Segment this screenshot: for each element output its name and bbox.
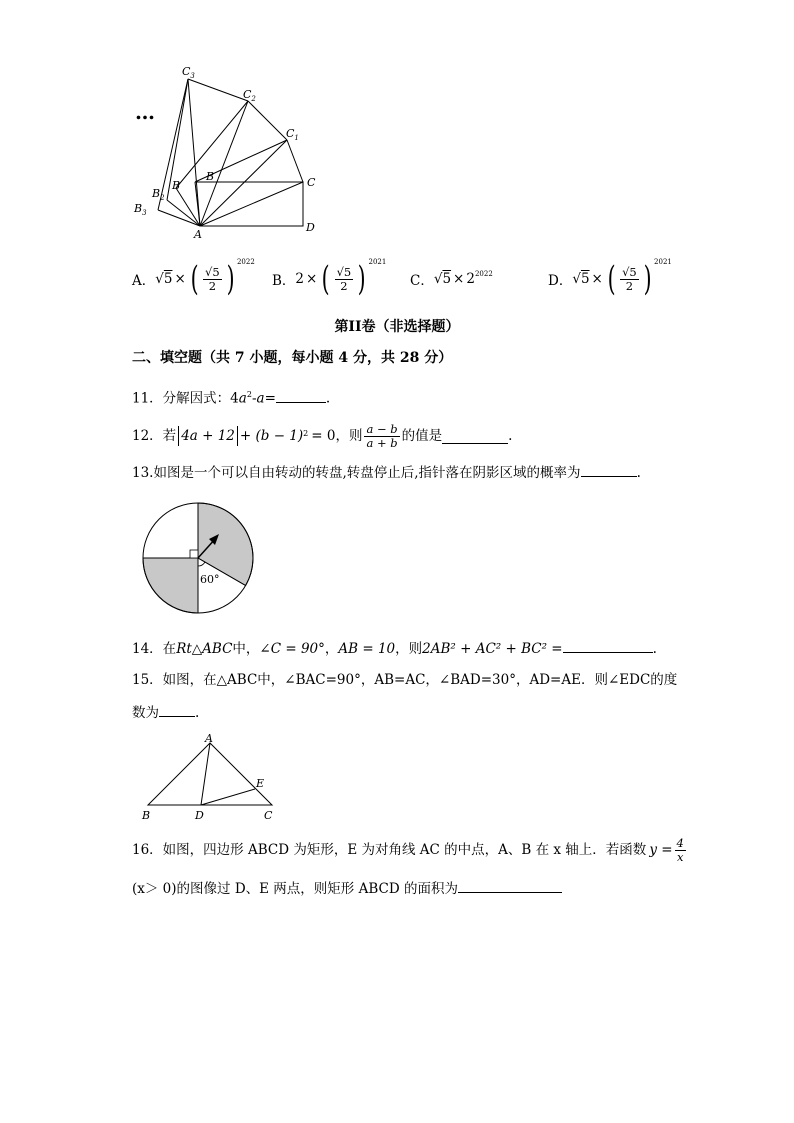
fraction: $\frac{√5}{2}$ (205, 264, 220, 293)
question-16-line2: (x＞ 0)的图像过 D、E 两点，则矩形 ABCD 的面积为 (132, 878, 562, 899)
spiral-diagram (130, 60, 330, 240)
sqrt-symbol: √ (155, 271, 164, 287)
label-C: C (264, 809, 273, 822)
question-15-line2: 数为 . (132, 702, 199, 723)
label-C2: $C_2$ (243, 88, 256, 103)
part-title: 二、填空题（共 7 小题，每小题 4 分，共 28 分） (132, 350, 453, 366)
answer-blank[interactable] (276, 388, 326, 403)
abs-value: 4a + 12 (178, 426, 238, 446)
question-14: 14．在Rt△ABC中，∠C = 90°，AB = 10，则2AB² + AC² + BC² = . (132, 638, 657, 659)
option-a[interactable]: A． √ 5 × ( $\frac{√5}{2}$ ) 2022 (132, 258, 255, 299)
answer-blank[interactable] (159, 702, 195, 717)
ellipsis: … (135, 100, 155, 124)
question-13: 13.如图是一个可以自由转动的转盘,转盘停止后,指针落在阴影区域的概率为 . (132, 462, 641, 483)
question-16-line1: 16．如图，四边形 ABCD 为矩形，E 为对角线 AC 的中点，A、B 在 x 轴上．若函数 y = $\frac{4}{x}$ (132, 835, 684, 864)
section-title: 第II卷（非选择题） (334, 319, 460, 335)
label-C: C (307, 176, 316, 189)
fraction: $\frac{√5}{2}$ (622, 264, 637, 293)
fraction: $\frac{√5}{2}$ (336, 264, 352, 293)
label-B2: $B_2$ (152, 187, 165, 202)
answer-blank[interactable] (442, 429, 508, 444)
fraction: $\frac{4}{x}$ (676, 835, 684, 864)
label-D: D (306, 221, 315, 234)
label-C1: $C_1$ (286, 127, 299, 142)
answer-blank[interactable] (563, 638, 653, 653)
question-11: 11．分解因式：$4a^2-a=$ . (132, 385, 330, 409)
answer-blank[interactable] (581, 462, 637, 477)
label-A: A (205, 733, 213, 745)
option-d[interactable]: D． √ 5 × ( $\frac{√5}{2}$ ) 2021 (548, 258, 672, 299)
label-B3: $B_3$ (134, 202, 147, 217)
answer-blank[interactable] (458, 878, 562, 893)
spinner-diagram (140, 500, 260, 620)
fraction: $\frac{a - b}{a + b}$ (366, 421, 398, 450)
figure-spiral (130, 60, 330, 240)
label-B: B (206, 170, 215, 183)
figure-triangle (140, 733, 290, 825)
label-E: E (256, 777, 265, 790)
label-B1: B (172, 179, 181, 192)
question-15-line1: 15．如图，在△ABC中，∠BAC=90°，AB=AC，∠BAD=30°，AD=AE．则∠EDC的度 (132, 672, 678, 688)
label-B: B (142, 809, 151, 822)
label-A: A (194, 228, 202, 240)
angle-label: 60° (200, 573, 220, 586)
question-12: 12．若 4a + 12 + (b − 1) 2 = 0，则 $\frac{a - b}{a + b}$ 的值是 . (132, 421, 513, 450)
option-c[interactable]: C． √ 5 × 2 2022 (410, 270, 493, 289)
option-b[interactable]: B． 2 × ( $\frac{√5}{2}$ ) 2021 (272, 258, 387, 299)
label-C3: $C_3$ (182, 65, 195, 80)
figure-spinner (140, 500, 260, 620)
label-D: D (195, 809, 204, 822)
triangle-diagram (140, 733, 290, 825)
